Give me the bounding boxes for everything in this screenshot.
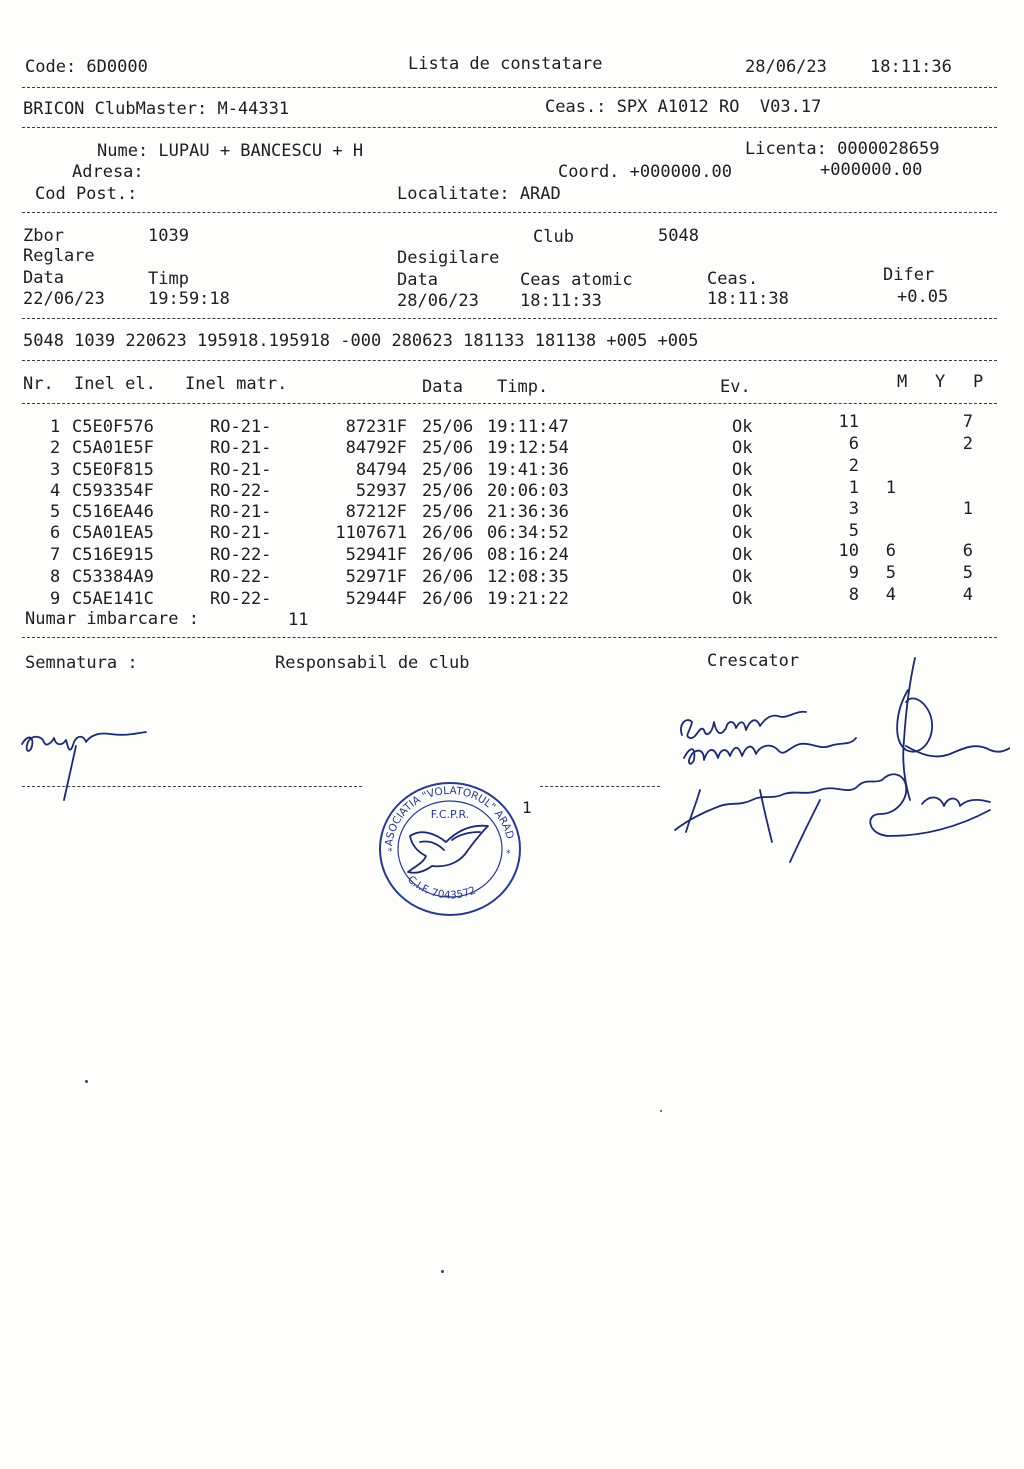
value-3: 2 [962,434,973,454]
print-date: 28/06/23 [745,57,827,77]
arrival-date: 26/06 [422,589,474,609]
ring-series: RO-22- [210,567,272,587]
row-number: 1 [50,417,61,437]
col-header-y: Y [935,372,946,392]
arrival-date: 25/06 [422,502,474,522]
value-3: 7 [962,412,973,432]
electronic-ring: C5E0F576 [72,417,154,437]
reglare-time-label: Timp [148,269,189,289]
club-label: Club [533,227,574,247]
boarding-label: Numar imbarcare : [25,609,199,629]
electronic-ring: C5AE141C [72,589,154,609]
event-status: Ok [732,481,753,501]
svg-text:*: * [388,847,393,857]
coordinate-1: Coord. +000000.00 [558,162,732,182]
coordinate-2: +000000.00 [820,160,923,180]
table-row [0,499,1024,524]
ring-series: RO-22- [210,589,272,609]
zbor-label: Zbor [23,226,64,246]
event-status: Ok [732,589,753,609]
col-header-m: M [897,372,908,392]
event-status: Ok [732,417,753,437]
col-header-inel-el: Inel el. [74,374,156,394]
signature-scribble-left [14,712,154,812]
atomic-time: 18:11:33 [520,291,602,311]
ring-number: 87212F [345,502,407,522]
value-3: 5 [962,563,973,583]
scan-speck [441,1270,444,1273]
separator [22,127,997,128]
electronic-ring: C516E915 [72,545,154,565]
arrival-time: 20:06:03 [487,481,569,501]
svg-text:*: * [506,849,511,859]
table-row [0,412,1024,439]
desigilare-label: Desigilare [397,248,500,268]
owner-name: Nume: LUPAU + BANCESCU + H [97,141,364,161]
stamp-cif: C.I.F. 7043572 [404,873,478,902]
separator [22,403,997,404]
event-status: Ok [732,438,753,458]
value-2: 6 [885,541,896,561]
document-title: Lista de constatare [408,54,603,74]
value-1: 8 [848,585,859,605]
scan-speck [660,1110,662,1112]
event-status: Ok [732,502,753,522]
clock-time: 18:11:38 [707,289,789,309]
signature-scribble-right [660,650,1010,890]
row-number: 4 [50,481,61,501]
club-stamp [370,772,530,922]
value-1: 11 [838,412,859,432]
arrival-date: 26/06 [422,523,474,543]
postal-code-label: Cod Post.: [35,184,138,204]
ring-number: 52937 [355,481,407,501]
table-row [0,585,1024,611]
ring-number: 84794 [355,460,407,480]
row-number: 2 [50,438,61,458]
ring-number: 52944F [345,589,407,609]
print-time: 18:11:36 [870,57,952,77]
separator [22,87,997,88]
scan-speck [85,1080,88,1083]
col-header-nr: Nr. [23,374,54,394]
event-status: Ok [732,567,753,587]
clock-id: Ceas.: SPX A1012 RO V03.17 [545,97,822,117]
col-header-timp: Timp. [497,377,549,397]
arrival-date: 25/06 [422,438,474,458]
reglare-time: 19:59:18 [148,289,230,309]
ring-number: 84792F [345,438,407,458]
value-2: 5 [885,563,896,583]
dove-icon [408,826,488,873]
arrival-time: 19:11:47 [487,417,569,437]
reglare-date: 22/06/23 [23,289,105,309]
ring-series: RO-21- [210,460,272,480]
difference-value: +0.05 [897,287,949,307]
ring-number: 52941F [345,545,407,565]
club-value: 5048 [658,226,699,246]
col-header-data: Data [422,377,463,397]
arrival-time: 06:34:52 [487,523,569,543]
electronic-ring: C5A01EA5 [72,523,154,543]
clock-label: Ceas. [707,269,759,289]
separator [22,318,997,319]
arrival-date: 25/06 [422,460,474,480]
separator [22,212,997,213]
reglare-label: Reglare [23,246,95,266]
arrival-date: 26/06 [422,567,474,587]
arrival-time: 19:41:36 [487,460,569,480]
event-status: Ok [732,545,753,565]
row-number: 5 [50,502,61,522]
value-1: 1 [848,478,859,498]
value-3: 1 [962,499,973,519]
ring-series: RO-21- [210,523,272,543]
difference-label: Difer [883,265,935,285]
col-header-inel-matr: Inel matr. [185,374,288,394]
atomic-clock-label: Ceas atomic [520,270,633,290]
ring-series: RO-22- [210,481,272,501]
value-1: 6 [848,434,859,454]
separator [22,637,997,638]
zbor-value: 1039 [148,226,189,246]
value-3: 4 [962,585,973,605]
arrival-time: 08:16:24 [487,545,569,565]
value-1: 9 [848,563,859,583]
value-1: 10 [838,541,859,561]
value-2: 1 [885,478,896,498]
table-row [0,434,1024,460]
separator [540,786,660,787]
reglare-date-label: Data [23,268,64,288]
value-1: 3 [848,499,859,519]
electronic-ring: C516EA46 [72,502,154,522]
separator [22,360,997,361]
stamp-org: F.C.P.R. [430,808,470,821]
address-label: Adresa: [72,162,144,182]
arrival-date: 26/06 [422,545,474,565]
ring-number: 52971F [345,567,407,587]
club-master-id: BRICON ClubMaster: M-44331 [23,99,290,119]
value-1: 2 [848,456,859,476]
arrival-time: 19:12:54 [487,438,569,458]
value-3: 6 [962,541,973,561]
arrival-date: 25/06 [422,481,474,501]
event-status: Ok [732,523,753,543]
value-2: 4 [885,585,896,605]
breeder-label: Crescator [707,651,800,671]
row-number: 6 [50,523,61,543]
locality: Localitate: ARAD [397,184,561,204]
ring-series: RO-21- [210,502,272,522]
ring-series: RO-21- [210,417,272,437]
electronic-ring: C593354F [72,481,154,501]
arrival-time: 21:36:36 [487,502,569,522]
desigilare-date: 28/06/23 [397,291,479,311]
col-header-ev: Ev. [720,377,751,397]
club-representative-label: Responsabil de club [275,653,470,673]
row-number: 7 [50,545,61,565]
desigilare-date-label: Data [397,270,438,290]
ring-number: 87231F [345,417,407,437]
ring-series: RO-22- [210,545,272,565]
page-number: 1 [522,798,532,817]
value-1: 5 [848,521,859,541]
boarding-count: 11 [288,610,309,630]
table-row [0,478,1024,503]
ring-number: 1107671 [335,523,407,543]
arrival-time: 19:21:22 [487,589,569,609]
event-status: Ok [732,460,753,480]
stamp-top-text: ASOCIATIA "VOLATORUL" ARAD [383,784,516,847]
electronic-ring: C5E0F815 [72,460,154,480]
license-number: Licenta: 0000028659 [745,139,940,159]
ring-series: RO-21- [210,438,272,458]
row-number: 9 [50,589,61,609]
electronic-ring: C53384A9 [72,567,154,587]
code-label: Code: 6D0000 [25,57,148,77]
arrival-time: 12:08:35 [487,567,569,587]
row-number: 3 [50,460,61,480]
row-number: 8 [50,567,61,587]
arrival-date: 25/06 [422,417,474,437]
col-header-p: P [973,372,984,392]
electronic-ring: C5A01E5F [72,438,154,458]
summary-line: 5048 1039 220623 195918.195918 -000 280623 181133 181138 +005 +005 [23,331,699,351]
signature-label: Semnatura : [25,653,138,673]
